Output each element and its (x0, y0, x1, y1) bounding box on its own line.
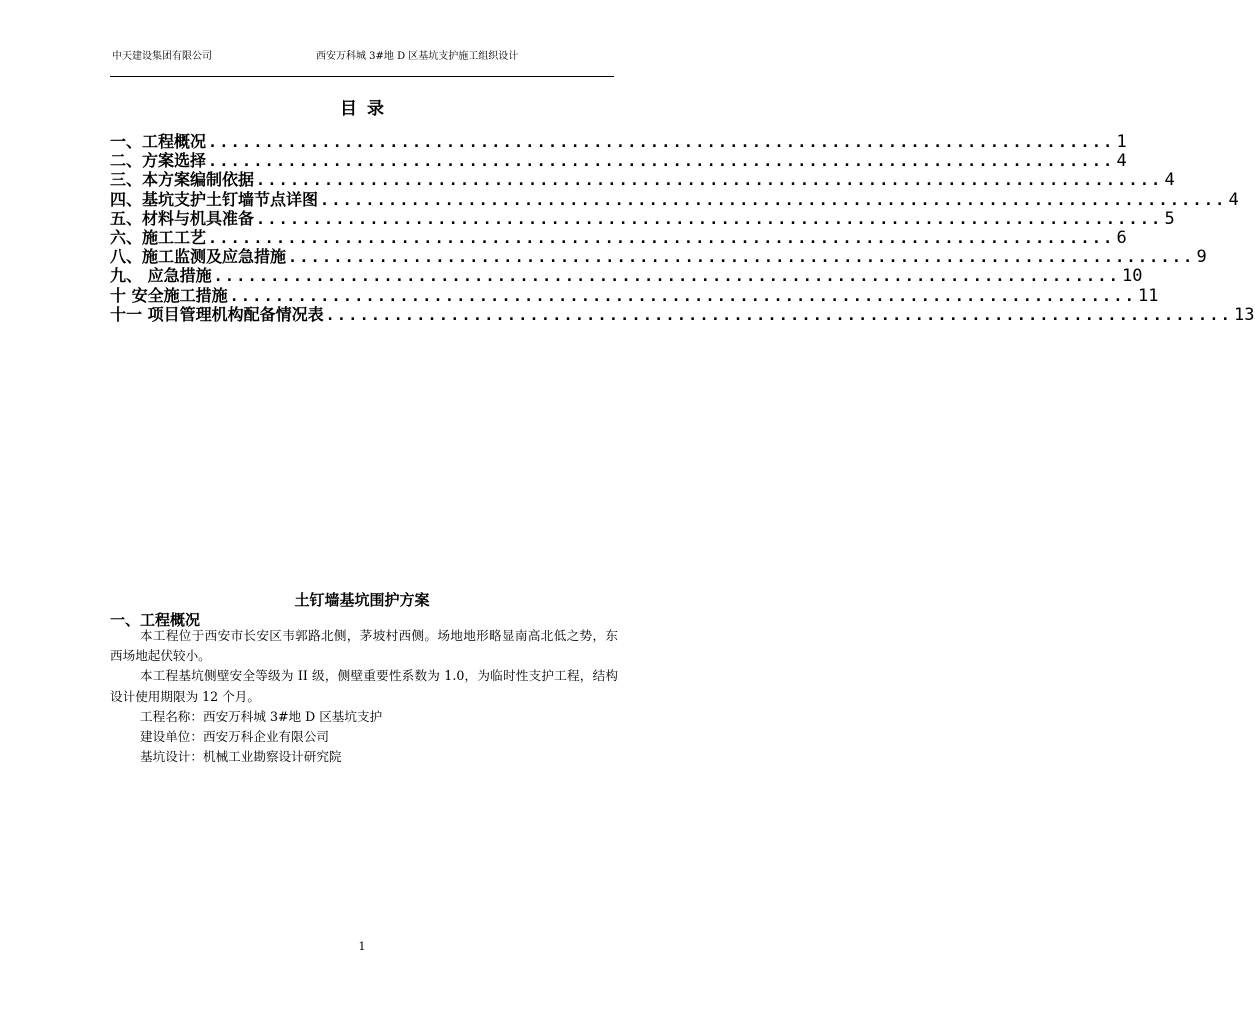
toc-entry-page: 4 (1116, 151, 1127, 172)
toc-entry-label: 一、工程概况 (110, 132, 207, 151)
toc-entry-label: 三、本方案编制依据 (110, 170, 255, 190)
page-header (108, 48, 616, 66)
toc-entry[interactable] (110, 132, 1127, 152)
toc-dot-leader: ................................................................................ (320, 190, 1227, 209)
toc-entry-page: 4 (1164, 170, 1175, 191)
toc-entry[interactable] (110, 227, 1127, 248)
toc-entry-label: 九、 应急措施 (110, 266, 212, 286)
toc-dot-leader: ................................................................................ (256, 171, 1163, 190)
toc-entry-page: 13 (1234, 304, 1255, 325)
section-heading: 一、工程概况 (110, 611, 201, 629)
toc-entry-page: 6 (1116, 227, 1127, 248)
toc-entry[interactable] (110, 247, 1207, 268)
document-title: 土钉墙基坑围护方案 (294, 591, 430, 609)
paragraph-location: 本工程位于西安市长安区韦郭路北侧，茅坡村西侧。场地地形略显南高北低之势，东西场地起伏较小。 (110, 628, 618, 664)
header-company: 中天建设集团有限公司 (112, 51, 212, 62)
header-divider (110, 76, 614, 77)
field-designer: 基坑设计：机械工业勘察设计研究院 (140, 749, 342, 765)
toc-dot-leader: ................................................................................ (325, 305, 1233, 324)
toc-entry[interactable] (110, 266, 1143, 287)
toc-dot-leader: ................................................................................ (208, 152, 1115, 171)
toc-entry-page: 10 (1122, 266, 1143, 287)
toc-entry-label: 二、方案选择 (110, 151, 207, 171)
toc-entry-page: 4 (1228, 189, 1239, 210)
toc-entry-label: 五、材料与机具准备 (110, 208, 255, 228)
table-of-contents (110, 132, 1255, 325)
field-project-name: 工程名称：西安万科城 3#地 D 区基坑支护 (140, 708, 383, 724)
toc-entry-label: 十一 项目管理机构配备情况表 (110, 304, 324, 324)
toc-dot-leader: ................................................................................ (213, 267, 1121, 286)
toc-entry-label: 八、施工监测及应急措施 (110, 247, 287, 267)
body-text (110, 626, 618, 767)
toc-dot-leader: ................................................................................ (288, 248, 1195, 267)
page-number: 1 (358, 940, 366, 953)
toc-entry[interactable] (110, 285, 1159, 306)
toc-entry-page: 11 (1138, 285, 1159, 306)
field-client: 建设单位：西安万科企业有限公司 (140, 729, 329, 745)
toc-entry-page: 1 (1116, 132, 1127, 152)
toc-entry[interactable] (110, 189, 1239, 210)
toc-title: 目录 (340, 99, 394, 119)
toc-entry[interactable] (110, 208, 1175, 229)
toc-dot-leader: ................................................................................ (229, 286, 1137, 305)
paragraph-safety-grade: 本工程基坑侧壁安全等级为 II 级，侧壁重要性系数为 1.0，为临时性支护工程，结构设计使用期限为 12 个月。 (110, 668, 618, 704)
toc-entry-label: 四、基坑支护土钉墙节点详图 (110, 189, 319, 209)
toc-entry[interactable] (110, 304, 1255, 325)
toc-entry-page: 5 (1164, 208, 1175, 229)
header-project-title: 西安万科城 3#地 D 区基坑支护施工组织设计 (316, 51, 519, 62)
toc-entry-label: 六、施工工艺 (110, 227, 207, 247)
toc-entry-label: 十 安全施工措施 (110, 285, 228, 305)
toc-entry[interactable] (110, 151, 1127, 172)
toc-entry[interactable] (110, 170, 1175, 191)
toc-entry-page: 9 (1196, 247, 1207, 268)
toc-dot-leader: ................................................................................ (208, 133, 1115, 151)
toc-dot-leader: ................................................................................ (256, 209, 1163, 228)
toc-dot-leader: ................................................................................ (208, 228, 1115, 247)
